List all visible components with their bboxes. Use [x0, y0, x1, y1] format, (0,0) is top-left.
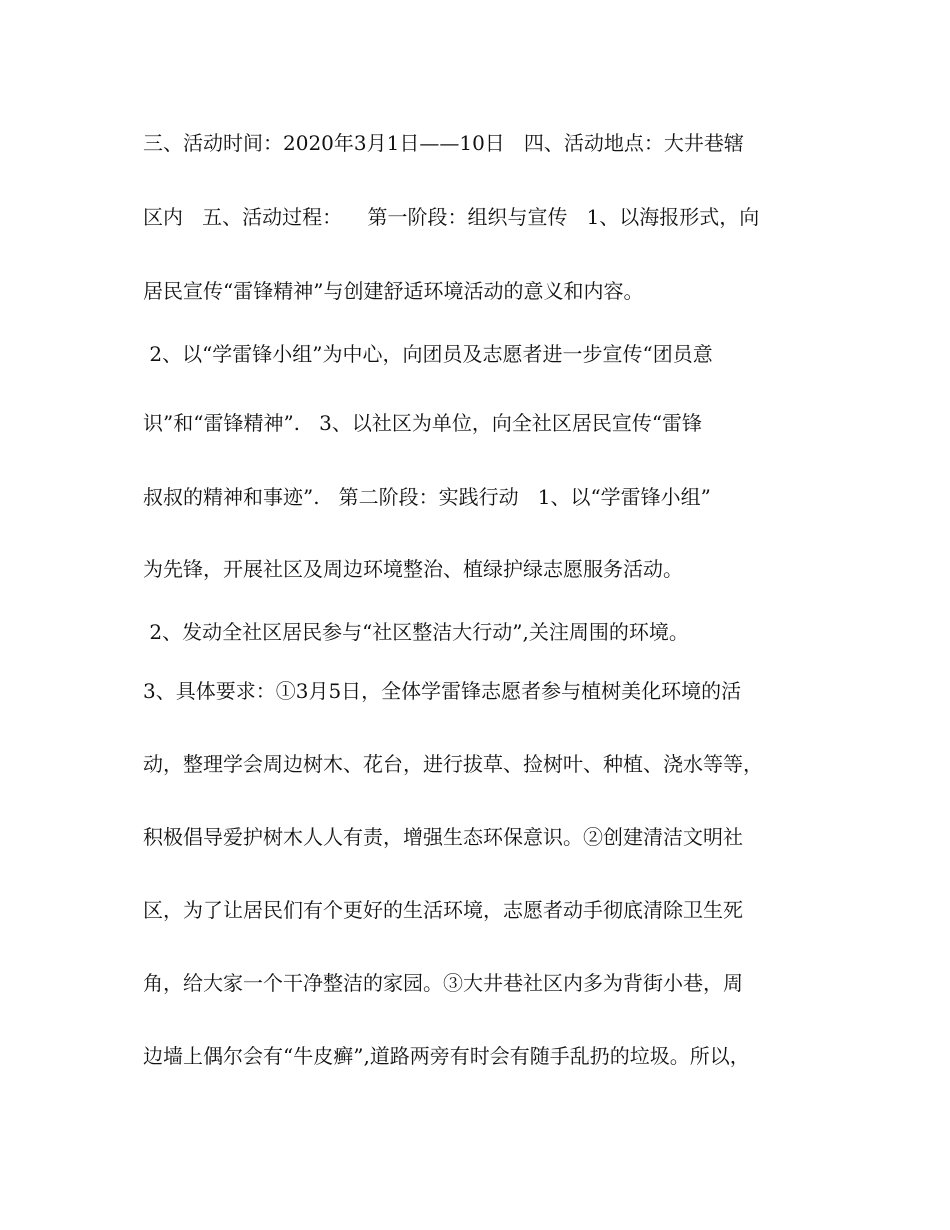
- text-line: 为先锋，开展社区及周边环境整治、植绿护绿志愿服务活动。: [143, 557, 683, 581]
- text-line: 区内 五、活动过程： 第一阶段：组织与宣传 1、以海报形式，向: [143, 205, 760, 229]
- text-line: 区，为了让居民们有个更好的生活环境，志愿者动手彻底清除卫生死: [143, 898, 743, 922]
- text-line: 积极倡导爱护树木人人有责，增强生态环保意识。②创建清洁文明社: [143, 825, 743, 849]
- text-line: 叔叔的精神和事迹”. 第二阶段：实践行动 1、以“学雷锋小组”: [143, 485, 711, 509]
- text-line: 边墙上偶尔会有“牛皮癣”,道路两旁有时会有随手乱扔的垃圾。所以，: [143, 1044, 750, 1068]
- text-line: 居民宣传“雷锋精神”与创建舒适环境活动的意义和内容。: [143, 279, 644, 303]
- text-line: 3、具体要求：①3月5日，全体学雷锋志愿者参与植树美化环境的活: [143, 679, 742, 703]
- text-line: 2、发动全社区居民参与“社区整洁大行动”,关注周围的环境。: [143, 620, 689, 644]
- text-line: 2、以“学雷锋小组”为中心，向团员及志愿者进一步宣传“团员意: [143, 342, 713, 366]
- text-line: 识”和“雷锋精神”. 3、以社区为单位，向全社区居民宣传“雷锋: [143, 411, 703, 435]
- text-line: 角，给大家一个干净整洁的家园。③大井巷社区内多为背街小巷，周: [143, 971, 743, 995]
- text-line: 三、活动时间：2020年3月1日——10日 四、活动地点：大井巷辖: [143, 131, 744, 155]
- text-line: 动，整理学会周边树木、花台，进行拔草、捡树叶、种植、浇水等等，: [143, 752, 763, 776]
